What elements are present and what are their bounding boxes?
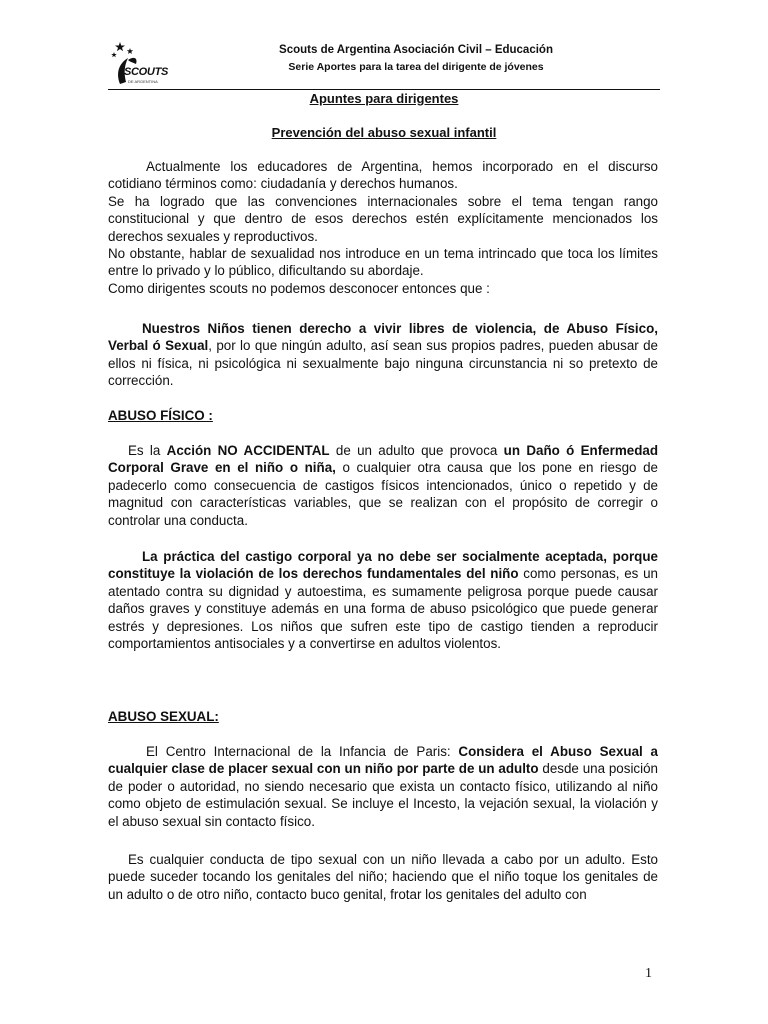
logo-subtext: DE ARGENTINA <box>128 79 158 84</box>
abuso-sexual-heading: ABUSO SEXUAL: <box>108 709 219 724</box>
abuso-sexual-paragraph-2 <box>108 851 658 903</box>
page-header <box>108 40 660 92</box>
intro-section <box>108 158 658 297</box>
sexual-p1-a: El Centro Internacional de la Infancia de Paris: <box>146 744 459 759</box>
sexual-p1-b: Considera el Abuso Sexual a cualquier clase de placer sexual con un niño por parte de un adulto <box>108 744 658 777</box>
sexual-p2-text: Es cualquier conducta de tipo sexual con un niño llevada a cabo por un adulto. Esto puede suceder tocando los genitales del niño; haciendo que el niño toque los genitales de un adulto o de otro niño, contacto buco genital, frotar los genitales del adulto con <box>108 852 658 902</box>
rights-bold-text: Nuestros Niños tienen derecho a vivir libres de violencia, de Abuso Físico, Verbal ó Sexual <box>108 321 658 354</box>
fisico-p1-c: de un adulto que provoca <box>329 443 504 458</box>
abuso-sexual-paragraph-1 <box>108 743 658 830</box>
scouts-logo <box>108 40 172 90</box>
logo-text: SCOUTS <box>124 66 169 78</box>
abuso-fisico-paragraph-2 <box>108 548 658 652</box>
rights-text: , por lo que ningún adulto, así sean sus propios padres, pueden abusar de ellos ni física, ni psicológica ni sexualmente bajo ninguna circunstancia ni so pretexto de corrección. <box>108 338 658 389</box>
fisico-p1-d: un Daño ó Enfermedad Corporal Grave en el niño o niña, <box>108 443 658 476</box>
page-number: 1 <box>645 966 652 981</box>
intro-paragraph-1 <box>108 158 658 193</box>
document-subtitle: Prevención del abuso sexual infantil <box>271 125 497 140</box>
fisico-p1-a: Es la <box>128 443 167 458</box>
intro-paragraph-2: Se ha logrado que las convenciones internacionales sobre el tema tengan rango constitucional y que dentro de esos derechos estén explícitamente mencionados los derechos sexuales y reproductivos. <box>108 193 658 244</box>
sexual-p1-c: desde una posición de poder o autoridad, no siendo necesario que exista un contacto físico, utilizando al niño como objeto de estimulación sexual. Se incluye el Incesto, la vejación sexual, la violación y el abuso sexual sin contacto físico. <box>108 761 658 829</box>
abuso-fisico-heading: ABUSO FÍSICO : <box>108 408 213 423</box>
intro-paragraph-3: No obstante, hablar de sexualidad nos introduce en un tema intrincado que toca los límites entre lo privado y lo público, dificultando su abordaje. <box>108 246 658 279</box>
fisico-p2-bold: La práctica del castigo corporal ya no debe ser socialmente aceptada, porque constituye la violación de los derechos fundamentales del niño <box>108 549 658 582</box>
header-organization: Scouts de Argentina Asociación Civil – Educación <box>279 44 553 56</box>
fisico-p2-rest: como personas, es un atentado contra su dignidad y autoestima, es sumamente peligrosa porque puede causar daños graves y constituye además en una forma de abuso psicológico que puede generar estrés y depresiones. Los niños que sufren este tipo de castigo tienden a reproducir comportamientos antisociales y a convertirse en adultos violentos. <box>108 566 658 652</box>
header-rule <box>108 89 660 90</box>
header-series: Serie Aportes para la tarea del dirigente de jóvenes <box>288 61 544 73</box>
rights-paragraph <box>108 320 658 390</box>
abuso-fisico-paragraph-1 <box>108 442 658 529</box>
intro-paragraph-4: Como dirigentes scouts no podemos desconocer entonces que : <box>108 280 490 296</box>
intro-paragraph-1-text: Actualmente los educadores de Argentina, hemos incorporado en el discurso cotidiano términos como: ciudadanía y derechos humanos. <box>108 159 658 192</box>
fisico-p1-e: o cualquier otra causa que los pone en riesgo de padecerlo como consecuencia de castigos físicos intencionados, único o repetido y de magnitud con características variables, que se realizan con el propósito de corregir o controlar una conducta. <box>108 460 658 528</box>
fisico-p1-b: Acción NO ACCIDENTAL <box>166 443 330 458</box>
document-title: Apuntes para dirigentes <box>309 91 459 106</box>
